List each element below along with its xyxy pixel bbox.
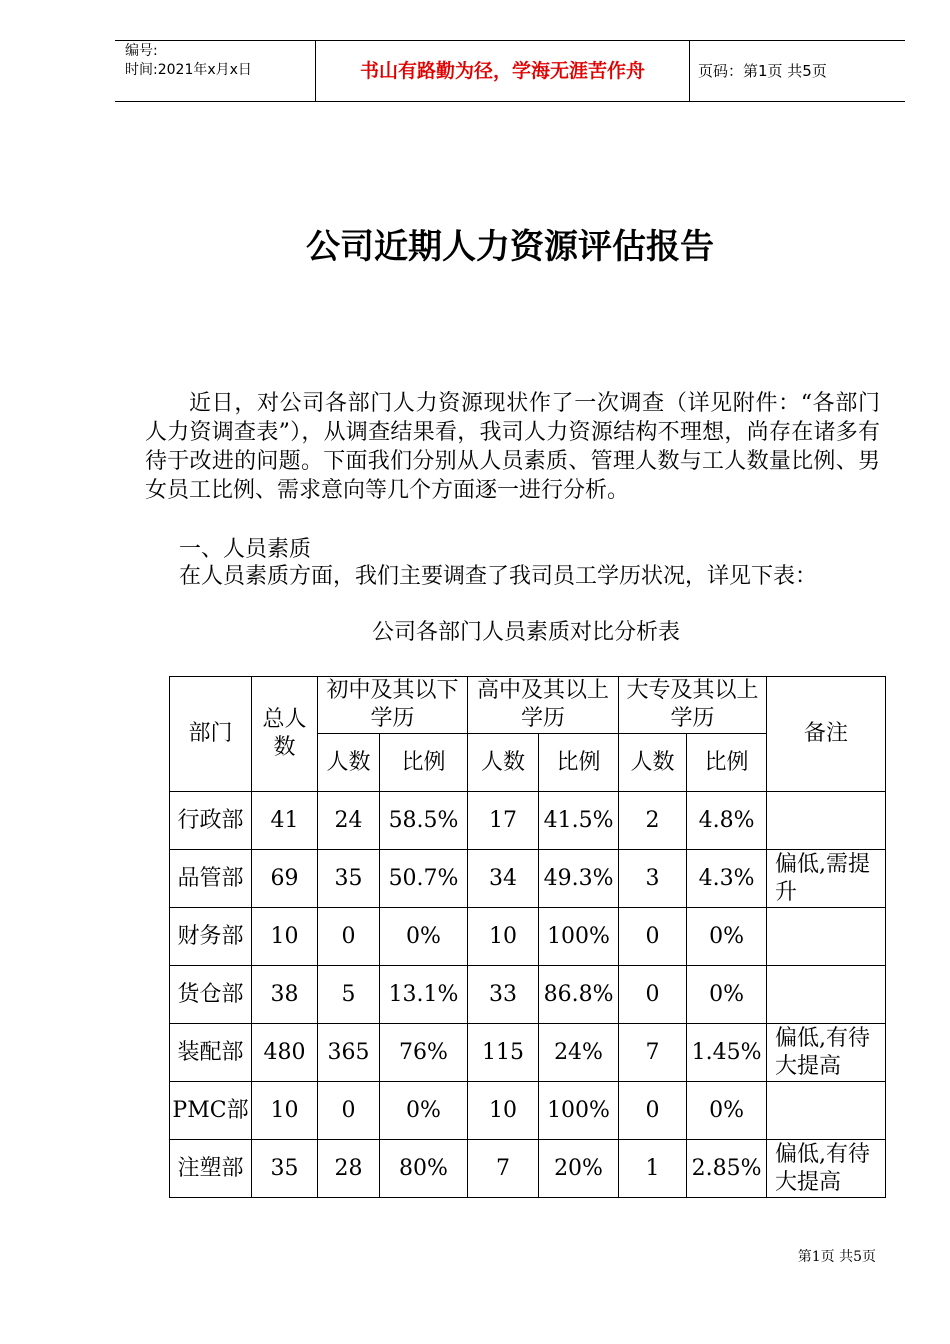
header-page-info: 页码：第1页 共5页 [698,62,827,80]
cell-college-count: 0 [619,966,687,1024]
page-header [115,40,905,102]
cell-note [767,908,886,966]
cell-junior-count: 365 [318,1024,380,1082]
header-total: 总人数 [252,677,318,792]
table-row [170,908,886,966]
cell-junior-ratio: 13.1% [380,966,468,1024]
cell-dept: 品管部 [170,850,252,908]
cell-total: 38 [252,966,318,1024]
cell-senior-ratio: 41.5% [539,792,619,850]
cell-college-count: 0 [619,908,687,966]
cell-total: 10 [252,1082,318,1140]
cell-total: 10 [252,908,318,966]
document-title: 公司近期人力资源评估报告 [306,227,714,267]
cell-junior-ratio: 50.7% [380,850,468,908]
cell-senior-count: 115 [468,1024,539,1082]
header-group-college: 大专及其以上学历 [619,677,767,734]
subheader-ratio: 比例 [539,734,619,792]
header-group-senior: 高中及其以上学历 [468,677,619,734]
cell-college-count: 3 [619,850,687,908]
section-text: 在人员素质方面，我们主要调查了我司员工学历状况，详见下表： [179,564,818,589]
cell-senior-count: 34 [468,850,539,908]
cell-junior-ratio: 80% [380,1140,468,1198]
cell-note: 偏低,有待大提高 [767,1024,886,1082]
table-row [170,850,886,908]
header-time: 时间:2021年x月x日 [125,62,252,78]
cell-college-ratio: 0% [687,1082,767,1140]
table-header-row [170,677,886,734]
table-row [170,1082,886,1140]
cell-junior-ratio: 0% [380,908,468,966]
cell-college-count: 2 [619,792,687,850]
cell-junior-ratio: 0% [380,1082,468,1140]
header-dept: 部门 [170,677,252,792]
cell-junior-count: 0 [318,908,380,966]
subheader-ratio: 比例 [687,734,767,792]
cell-college-count: 0 [619,1082,687,1140]
cell-college-ratio: 0% [687,966,767,1024]
cell-college-ratio: 4.8% [687,792,767,850]
cell-senior-ratio: 100% [539,908,619,966]
cell-college-count: 1 [619,1140,687,1198]
cell-total: 35 [252,1140,318,1198]
cell-senior-count: 17 [468,792,539,850]
header-note: 备注 [767,677,886,792]
cell-senior-ratio: 24% [539,1024,619,1082]
page-footer: 第1页 共5页 [797,1249,876,1265]
cell-dept: 装配部 [170,1024,252,1082]
cell-college-ratio: 4.3% [687,850,767,908]
cell-college-ratio: 0% [687,908,767,966]
subheader-count: 人数 [619,734,687,792]
cell-total: 480 [252,1024,318,1082]
cell-junior-ratio: 58.5% [380,792,468,850]
section-heading: 一、人员素质 [179,537,312,562]
header-meta [115,41,316,101]
cell-college-ratio: 2.85% [687,1140,767,1198]
cell-college-count: 7 [619,1024,687,1082]
cell-junior-count: 35 [318,850,380,908]
cell-junior-count: 28 [318,1140,380,1198]
cell-junior-count: 5 [318,966,380,1024]
header-number: 编号: [125,43,158,59]
cell-senior-count: 10 [468,908,539,966]
subheader-count: 人数 [318,734,380,792]
intro-paragraph: 近日，对公司各部门人力资源现状作了一次调查（详见附件：“各部门人力资调查表”），从调查结果看，我司人力资源结构不理想，尚存在诸多有待于改进的问题。下面我们分别从人员素质、管理人数与工人数量比例、男女员工比例、需求意向等几个方面逐一进行分析。 [145,391,880,503]
subheader-count: 人数 [468,734,539,792]
table-row [170,1024,886,1082]
cell-senior-count: 33 [468,966,539,1024]
cell-senior-ratio: 20% [539,1140,619,1198]
cell-dept: 货仓部 [170,966,252,1024]
cell-total: 69 [252,850,318,908]
cell-college-ratio: 1.45% [687,1024,767,1082]
cell-note: 偏低,需提升 [767,850,886,908]
table-row [170,792,886,850]
cell-dept: 行政部 [170,792,252,850]
education-table [169,676,886,1198]
cell-note [767,1082,886,1140]
cell-senior-count: 10 [468,1082,539,1140]
cell-junior-ratio: 76% [380,1024,468,1082]
cell-junior-count: 24 [318,792,380,850]
table-row [170,966,886,1024]
cell-dept: PMC部 [170,1082,252,1140]
cell-dept: 注塑部 [170,1140,252,1198]
cell-senior-count: 7 [468,1140,539,1198]
cell-senior-ratio: 86.8% [539,966,619,1024]
cell-total: 41 [252,792,318,850]
table-caption: 公司各部门人员素质对比分析表 [371,620,680,645]
cell-senior-ratio: 100% [539,1082,619,1140]
header-motto: 书山有路勤为径，学海无涯苦作舟 [316,41,690,101]
header-group-junior: 初中及其以下学历 [318,677,468,734]
subheader-ratio: 比例 [380,734,468,792]
cell-note: 偏低,有待大提高 [767,1140,886,1198]
cell-junior-count: 0 [318,1082,380,1140]
cell-dept: 财务部 [170,908,252,966]
cell-senior-ratio: 49.3% [539,850,619,908]
cell-note [767,792,886,850]
table-row [170,1140,886,1198]
cell-note [767,966,886,1024]
